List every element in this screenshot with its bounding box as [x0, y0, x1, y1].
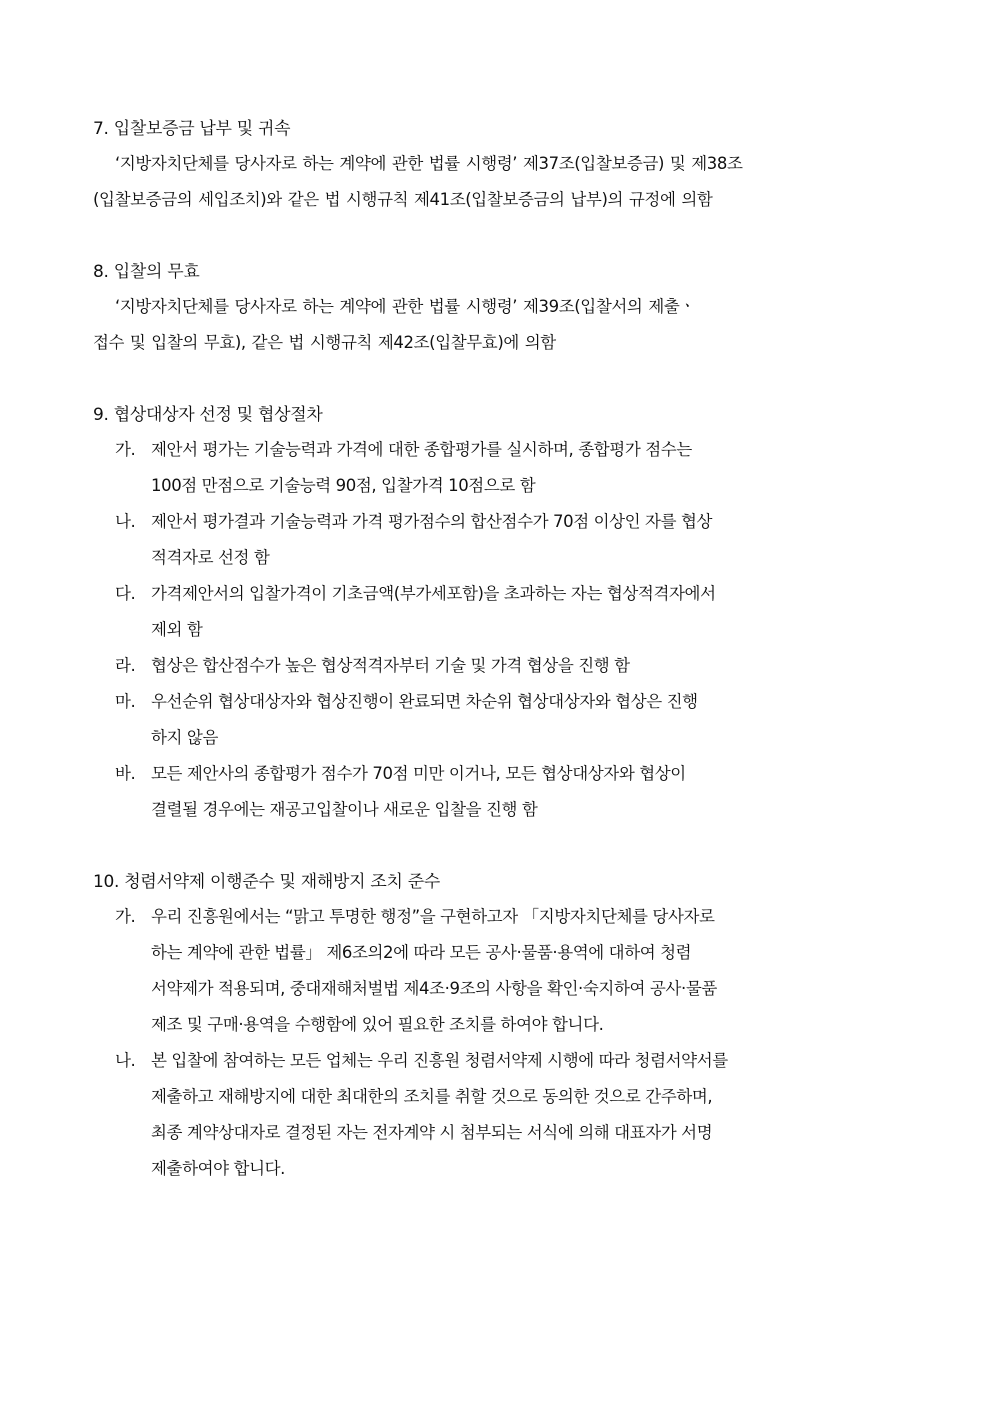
- document-page: [93, 112, 901, 1224]
- list-item-line: 적격자로 선정 함: [151, 548, 270, 567]
- list-item-line: 100점 만점으로 기술능력 90점, 입찰가격 10점으로 함: [151, 476, 536, 495]
- list-marker: 바.: [115, 764, 136, 783]
- list-marker: 라.: [115, 656, 136, 675]
- list-item-line: 하는 계약에 관한 법률」 제6조의2에 따라 모든 공사·물품·용역에 대하여 청렴: [151, 943, 692, 962]
- paragraph-line: ‘지방자치단체를 당사자로 하는 계약에 관한 법률 시행령’ 제39조(입찰서의 제출ㆍ: [115, 297, 695, 316]
- list-item-line: 우선순위 협상대상자와 협상진행이 완료되면 차순위 협상대상자와 협상은 진행: [151, 692, 698, 711]
- list-item: [93, 1043, 901, 1187]
- list-marker: 나.: [115, 1051, 136, 1070]
- section-heading: 10. 청렴서약제 이행준수 및 재해방지 조치 준수: [93, 872, 440, 892]
- list-item-line: 제안서 평가는 기술능력과 가격에 대한 종합평가를 실시하며, 종합평가 점수는: [151, 440, 692, 459]
- list-item-line: 제안서 평가결과 기술능력과 가격 평가점수의 합산점수가 70점 이상인 자를 협상: [151, 512, 713, 531]
- paragraph-line: 접수 및 입찰의 무효), 같은 법 시행규칙 제42조(입찰무효)에 의함: [93, 333, 556, 352]
- list-item: [93, 648, 901, 684]
- list-marker: 나.: [115, 512, 136, 531]
- section-heading: 7. 입찰보증금 납부 및 귀속: [93, 119, 291, 139]
- list-item-line: 제출하고 재해방지에 대한 최대한의 조치를 취할 것으로 동의한 것으로 간주하며,: [151, 1087, 713, 1106]
- section-bid-invalidity: [93, 255, 901, 361]
- list-item-line: 가격제안서의 입찰가격이 기초금액(부가세포함)을 초과하는 자는 협상적격자에서: [151, 584, 716, 603]
- list-item-line: 제조 및 구매·용역을 수행함에 있어 필요한 조치를 하여야 합니다.: [151, 1015, 604, 1034]
- section-heading: 9. 협상대상자 선정 및 협상절차: [93, 405, 323, 425]
- list-marker: 다.: [115, 584, 136, 603]
- list-item: [93, 684, 901, 756]
- list-item: [93, 899, 901, 1043]
- list-item-line: 모든 제안사의 종합평가 점수가 70점 미만 이거나, 모든 협상대상자와 협상이: [151, 764, 686, 783]
- list-item-line: 결렬될 경우에는 재공고입찰이나 새로운 입찰을 진행 함: [151, 800, 538, 819]
- list-item-line: 최종 계약상대자로 결정된 자는 전자계약 시 첨부되는 서식에 의해 대표자가 서명: [151, 1123, 713, 1142]
- list-item-line: 제외 함: [151, 620, 203, 639]
- list-item-line: 서약제가 적용되며, 중대재해처벌법 제4조·9조의 사항을 확인·숙지하여 공사·물품: [151, 979, 717, 998]
- list-marker: 가.: [115, 440, 136, 459]
- section-negotiation-procedure: [93, 398, 901, 828]
- list-item: [93, 756, 901, 828]
- section-paragraph: [93, 146, 901, 218]
- list-marker: 가.: [115, 907, 136, 926]
- list-item-line: 협상은 합산점수가 높은 협상적격자부터 기술 및 가격 협상을 진행 함: [151, 656, 630, 675]
- list-item-line: 제출하여야 합니다.: [151, 1159, 286, 1178]
- list-marker: 마.: [115, 692, 136, 711]
- list-item-line: 하지 않음: [151, 728, 219, 747]
- list-item: [93, 432, 901, 504]
- list-item-line: 본 입찰에 참여하는 모든 업체는 우리 진흥원 청렴서약제 시행에 따라 청렴서약서를: [151, 1051, 728, 1070]
- list-item: [93, 504, 901, 576]
- section-integrity-pledge: [93, 865, 901, 1187]
- section-paragraph: [93, 289, 901, 361]
- paragraph-line: (입찰보증금의 세입조치)와 같은 법 시행규칙 제41조(입찰보증금의 납부)의 규정에 의함: [93, 190, 713, 209]
- list-item-line: 우리 진흥원에서는 “맑고 투명한 행정”을 구현하고자 「지방자치단체를 당사자로: [151, 907, 715, 926]
- paragraph-line: ‘지방자치단체를 당사자로 하는 계약에 관한 법률 시행령’ 제37조(입찰보증금) 및 제38조: [115, 154, 743, 173]
- list-item: [93, 576, 901, 648]
- section-heading: 8. 입찰의 무효: [93, 262, 200, 282]
- section-bid-deposit: [93, 112, 901, 218]
